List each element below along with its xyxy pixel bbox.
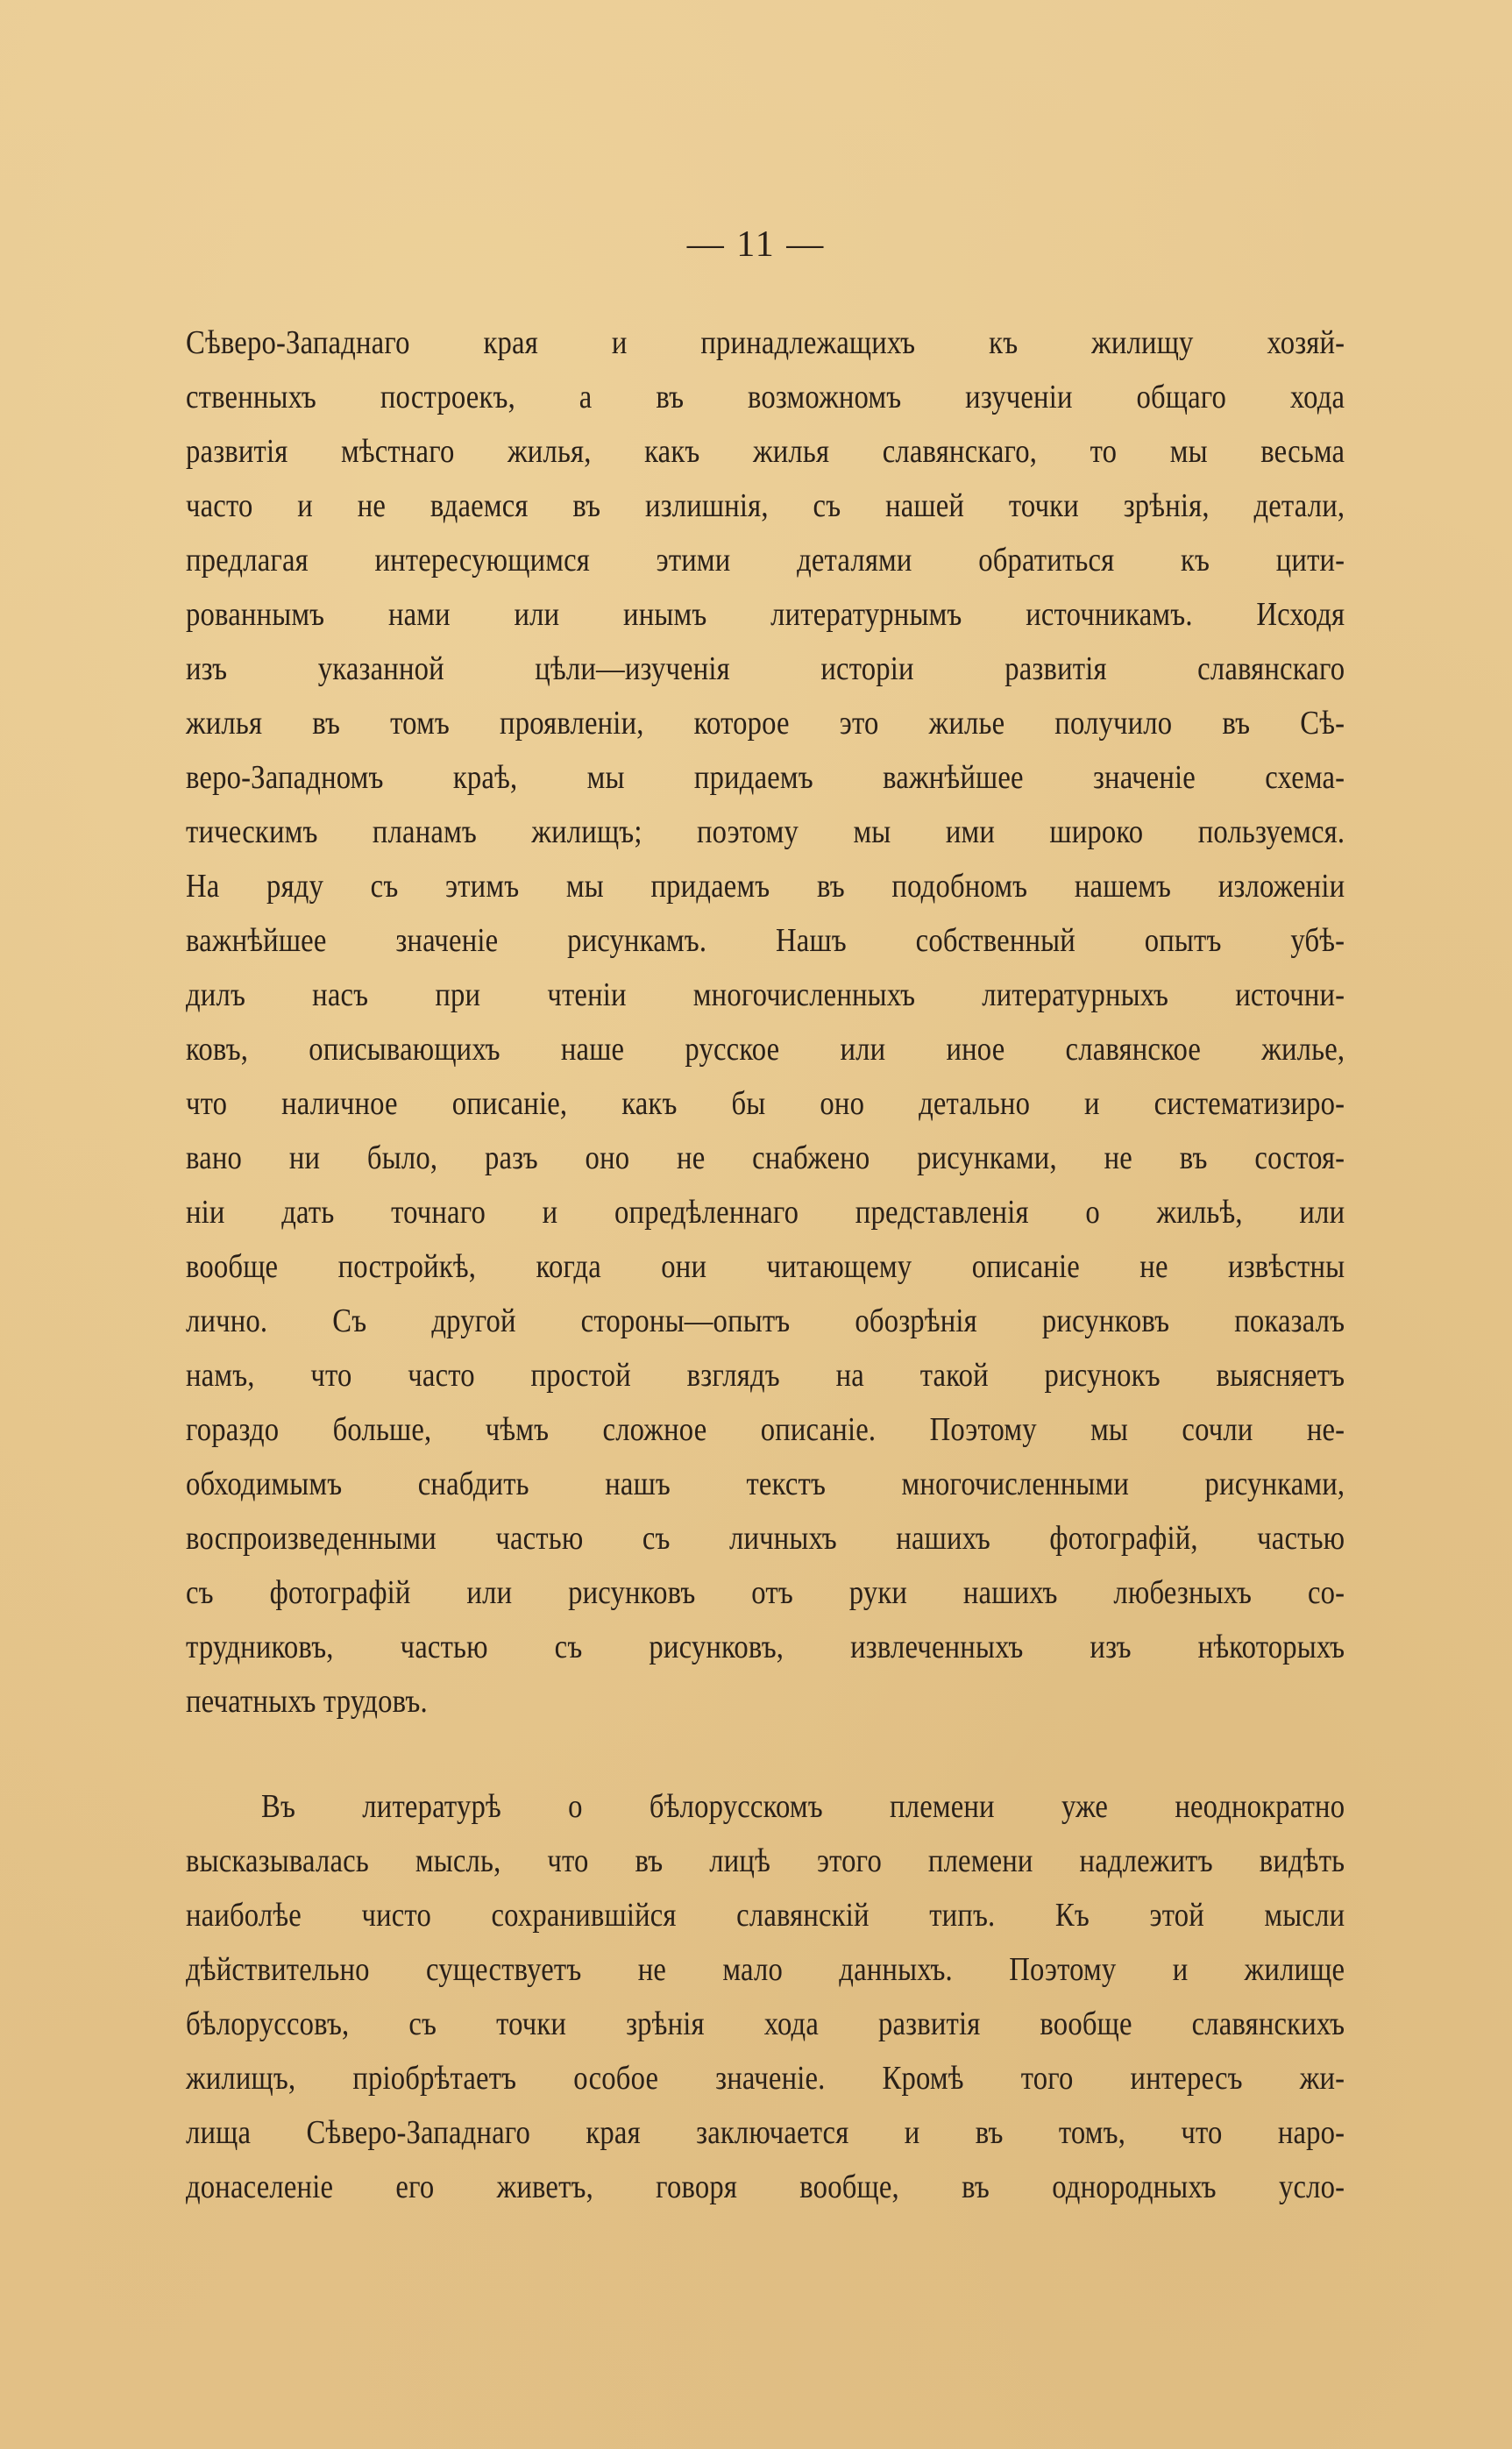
text-line: наиболѣе чисто сохранившійся славянскій типъ. Къ этой мысли [186,1897,1345,1934]
text-line: вообще постройкѣ, когда они читающему описаніе не извѣстны [186,1248,1345,1285]
text-line: рованнымъ нами или инымъ литературнымъ источникамъ. Исходя [186,596,1345,633]
page-number: — 11 — [686,224,826,265]
text-line: гораздо больше, чѣмъ сложное описаніе. Поэтому мы сочли не- [186,1411,1345,1448]
text-line: ніи дать точнаго и опредѣленнаго представленія о жильѣ, или [186,1194,1345,1231]
text-line: Въ литературѣ о бѣлорусскомъ племени уже неоднократно [261,1788,1345,1825]
text-line: ковъ, описывающихъ наше русское или иное славянское жилье, [186,1031,1345,1068]
text-line: намъ, что часто простой взглядъ на такой рисунокъ выясняетъ [186,1357,1345,1394]
text-line: жилищъ, пріобрѣтаетъ особое значеніе. Кромѣ того интересъ жи- [186,2060,1345,2097]
text-line: бѣлоруссовъ, съ точки зрѣнія хода развитія вообще славянскихъ [186,2005,1345,2042]
text-line: тическимъ планамъ жилищъ; поэтому мы ими широко пользуемся. [186,813,1345,850]
text-line: вано ни было, разъ оно не снабжено рисунками, не въ состоя- [186,1139,1345,1176]
text-line: дѣйствительно существуетъ не мало данныхъ. Поэтому и жилище [186,1951,1345,1988]
text-line: развитія мѣстнаго жилья, какъ жилья славянскаго, то мы весьма [186,433,1345,470]
text-line: предлагая интересующимся этими деталями обратиться къ цити- [186,542,1345,579]
paragraph-gap [186,1728,1345,1779]
text-line: часто и не вдаемся въ излишнія, съ нашей точки зрѣнія, детали, [186,487,1345,524]
body-text [186,316,1345,2214]
text-line: донаселеніе его живетъ, говоря вообще, въ однородныхъ усло- [186,2169,1345,2205]
text-line: лища Сѣверо-Западнаго края заключается и въ томъ, что наро- [186,2114,1345,2151]
text-line: важнѣйшее значеніе рисункамъ. Нашъ собственный опытъ убѣ- [186,922,1345,959]
text-line: воспроизведенными частью съ личныхъ нашихъ фотографій, частью [186,1520,1345,1557]
text-line: съ фотографій или рисунковъ отъ руки нашихъ любезныхъ со- [186,1574,1345,1611]
text-line: что наличное описаніе, какъ бы оно детально и систематизиро- [186,1085,1345,1122]
text-line: дилъ насъ при чтеніи многочисленныхъ литературныхъ источни- [186,976,1345,1013]
text-line: Сѣверо-Западнаго края и принадлежащихъ къ жилищу хозяй- [186,324,1345,361]
text-line: высказывалась мысль, что въ лицѣ этого племени надлежитъ видѣть [186,1842,1345,1879]
text-line: веро-Западномъ краѣ, мы придаемъ важнѣйшее значеніе схема- [186,759,1345,796]
text-line: жилья въ томъ проявленіи, которое это жилье получило въ Сѣ- [186,705,1345,742]
text-line: обходимымъ снабдить нашъ текстъ многочисленными рисунками, [186,1466,1345,1502]
text-line: лично. Съ другой стороны—опытъ обозрѣнія рисунковъ показалъ [186,1303,1345,1339]
text-line: ственныхъ построекъ, а въ возможномъ изученіи общаго хода [186,379,1345,415]
paragraph-2 [186,1779,1345,2214]
paragraph-1 [186,316,1345,1728]
text-line: трудниковъ, частью съ рисунковъ, извлеченныхъ изъ нѣкоторыхъ [186,1629,1345,1665]
text-line: печатныхъ трудовъ. [186,1683,428,1720]
text-line: На ряду съ этимъ мы придаемъ въ подобномъ нашемъ изложеніи [186,868,1345,905]
text-line: изъ указанной цѣли—изученія исторіи развитія славянскаго [186,650,1345,687]
